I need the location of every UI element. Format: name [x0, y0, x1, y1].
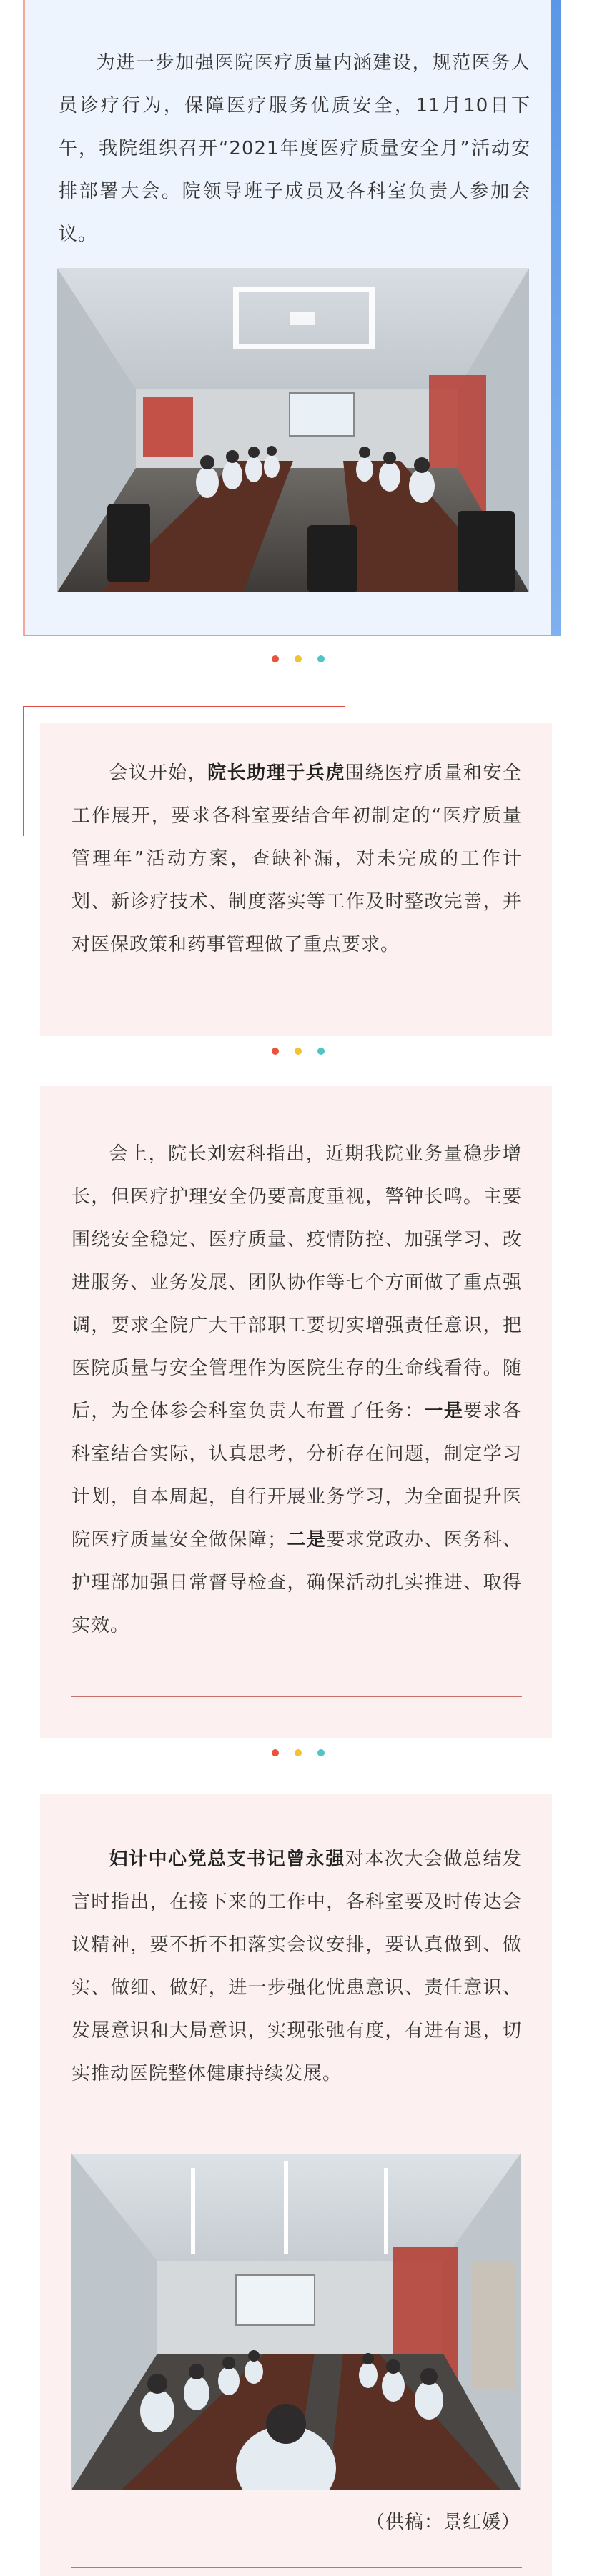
section2-left-line — [23, 706, 24, 836]
meeting-photo-2 — [71, 2154, 521, 2490]
dot-yellow — [295, 655, 302, 662]
dot-cyan — [317, 1749, 325, 1756]
divider-dots-1 — [272, 655, 325, 662]
section2-top-line — [23, 706, 345, 707]
section4-divider — [71, 2567, 522, 2568]
dot-cyan — [317, 655, 325, 662]
dot-red — [272, 1048, 279, 1055]
divider-dots-2 — [272, 1048, 325, 1055]
dot-red — [272, 1749, 279, 1756]
meeting-photo-1 — [57, 268, 529, 592]
dot-yellow — [295, 1749, 302, 1756]
dot-cyan — [317, 1048, 325, 1055]
section4-speaker: 妇计中心党总支书记曾永强 — [109, 1849, 345, 1870]
section2-paragraph: 会议开始，院长助理于兵虎围绕医疗质量和安全工作展开，要求各科室要结合年初制定的“医疗质量管理年”活动方案，查缺补漏，对未完成的工作计划、新诊疗技术、制度落实等工作及时整改完善，并对医保政策和药事管理做了重点要求。 — [71, 762, 522, 955]
card-side-accent — [551, 0, 561, 636]
point2-label: 二是 — [287, 1529, 327, 1551]
section3-paragraph: 会上，院长刘宏科指出，近期我院业务量稳步增长，但医疗护理安全仍要高度重视，警钟长鸣。主要围绕安全稳定、医疗质量、疫情防控、加强学习、改进服务、业务发展、团队协作等七个方面做了重点强调，要求全院广大干部职工要切实增强责任意识，把医院质量与安全管理作为医院生存的生命线看待。随后，为全体参会科室负责人布置了任务：一是要求各科室结合实际，认真思考，分析存在问题，制定学习计划，自本周起，自行开展业务学习，为全面提升医院医疗质量安全做保障；二是要求党政办、医务科、护理部加强日常督导检查，确保活动扎实推进、取得实效。 — [71, 1143, 522, 1636]
credit-line: （供稿：景红媛） — [365, 2512, 521, 2533]
intro-paragraph: 为进一步加强医院医疗质量内涵建设，规范医务人员诊疗行为，保障医疗服务优质安全，11月10日下午，我院组织召开“2021年度医疗质量安全月”活动安排部署大会。院领导班子成员及各科室负责人参加会议。 — [59, 52, 531, 245]
section4-paragraph: 妇计中心党总支书记曾永强对本次大会做总结发言时指出，在接下来的工作中，各科室要及时传达会议精神，要不折不扣落实会议安排，要认真做到、做实、做细、做好，进一步强化忧患意识、责任意识、发展意识和大局意识，实现张弛有度，有进有退，切实推动医院整体健康持续发展。 — [71, 1849, 522, 2084]
dot-yellow — [295, 1048, 302, 1055]
section2-speaker: 院长助理于兵虎 — [207, 762, 345, 784]
section3-divider — [71, 1696, 522, 1697]
divider-dots-3 — [272, 1749, 325, 1756]
dot-red — [272, 655, 279, 662]
point1-label: 一是 — [424, 1401, 464, 1422]
